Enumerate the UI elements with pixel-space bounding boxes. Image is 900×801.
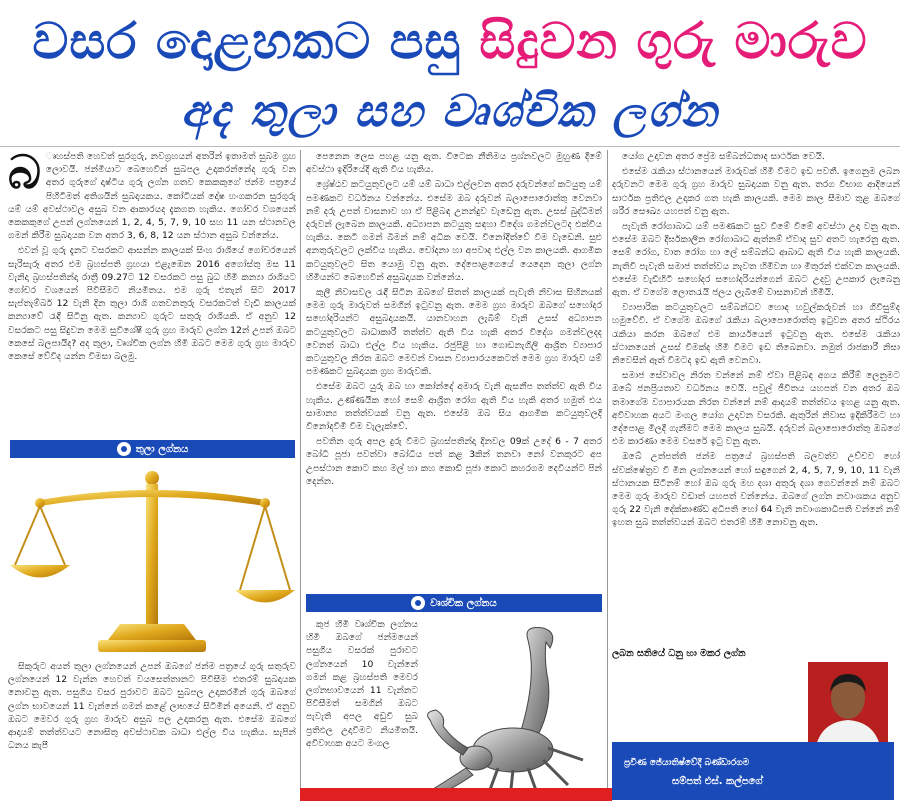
libra-section-header bbox=[10, 440, 295, 458]
article-column-1-bottom bbox=[8, 660, 296, 800]
section-bullet-icon bbox=[117, 442, 131, 456]
author-title: ප්‍රවීණ ජෙ‍්‍යාතිෂ්වේදී බණ්ඩාරගම bbox=[624, 758, 750, 768]
drop-cap: බ bbox=[8, 150, 41, 199]
paragraph: ඔබේ උත්පත්ති ජන්ම පත්‍රයේ බ්‍රහස්පති බලවත්ව උච්චව හෝ ස්වක්ෂේත්‍රව වී මීන ලග්නයෙන් හෝ සඳුගෙන් 2, 4, 5, 7, 9, 10, 11 වැනි ස්ථානයක සිටීනම් හෝ ඔබ ගුරු මහ දශා අතුරු දශා ගෙවන්නේ නම් ඔබට මෙම ගුරු මාරුව වඩාත් යහපත් වන්නේය. ඔබගේ ලග්න නවාංශකය අනුව ගුරු 22 වැනි දේක්කාණ්ඩ අධිපති හෝ 64 වැනි නවාංශකාධිපති වන්නේ නම් ඉහත සුබ තත්ත්වයන් ඔබට එතරම් හිමි නොවනු ඇත. bbox=[612, 451, 900, 529]
libra-scales-illustration bbox=[10, 460, 295, 655]
article-column-2-bottom bbox=[306, 618, 418, 800]
paragraph: පැවැති රෝගාබාධ යම් පමණකට සුව වීමේ වීමේ අවස්ථා උදා වනු ඇත. එසේම ඔබට දීර්ඝකාලීන රෝගාබාධ ඇත්නම් ඒවාද සුව අතට හැරෙනු ඇත. සෙම් රෝග, වාත රෝග හා ලේ සම්බන්ධ ආබාධ ඇති විය හැකි කාලයකි. නැතිවී පැවැති සමාජ තත්ත්වය නැවත හිමිවන හා මිතුරන් එක්වන කාලයකි. එසේම වැඩිහිටි සහෝදර සහෝදරියන්ගෙන් ඔබට උදවු උපකාර ලැබෙනු ඇත. ඒ වගේම ලොතරැයි ජලය ලැබීමේ වාසනාවන් හිමියි. bbox=[612, 221, 900, 299]
paragraph: කුජ හිමි වෘශ්චික ලග්නය හිමි ඔබගේ ජන්මයෙන් පසුගිය වසරක් පුරාවට ලග්නයෙන් 10 වැන්නේ ගමන් කළ බ්‍රහස්පති මෙවර ලග්නභාවයෙන් 11 වැන්නට පිවිසීමත් සමගින් ඔබට පැවැති අපල අඩුවී සුබ ප්‍රතිඵල උදාවීමට නියමිතයි. අවිවාහක අයට මංගල bbox=[306, 619, 418, 749]
column-divider-1 bbox=[300, 150, 301, 800]
footer-red-strip bbox=[300, 788, 612, 801]
paragraph: එසේම ඔබට යුරු ඔබ හා කෝන්දේ අමාරු වැනි ඇසනීප තත්ත්ව ඇති විය හැකිය. උණ්ණයික හෝ සෙම් ආශ්‍රිත රෝග ඇති විය හැකි අතර හමුත් එය සාමාන්‍ය තත්ත්වයක් වනු ඇත. එසේම ඔබ සිය ආගමික කටයුතුවලදී විනෝදවීමි වීම වැලැක්වේ. bbox=[306, 381, 602, 433]
scorpio-section-header bbox=[306, 594, 602, 612]
section-bullet-icon bbox=[411, 596, 425, 610]
header-divider bbox=[0, 146, 900, 147]
paragraph: සිකුරුට අයත් තුලා ලග්නයෙන් උපන් ඔබගේ ජන්ම පත්‍රයේ ගුරු සතුරුව ලග්නයෙන් 12 වැන්න හෙවත් වයසෙත්තානට පිවිසීම එතරම් සුබදායක නොවනු ඇත. පසුගිය වසර පුරාවට ඔබට සුබපල උදාකරමින් ගුරු ඔබගේ ලග්න භාවයෙන් 11 වැන්නේ ගමන් කළේ ලාභයේ සිටිමින් අයෙනි. ඒ අනුව ඔබට මෙවර ගුරු ග්‍රහ මාරුව අසුබ පල උදාකරනු ඇත. එසේම ඔබගේ ආදායම් තත්ත්වයට නොසිතු අවස්ථාවක බාධා එල්ල විය හැකිය. සැපින් ධනය කැපී bbox=[8, 661, 296, 752]
paragraph: ව්‍යාපාරික කටයුතුවලට සම්බන්ධව හොඳ හවුල්කරුවන් හා ගිවිසුම්ද හමුවේවී. ඒ වගේම ඔබගේ රැකියා බලාපොරොත්තු ඉටුවන අතර ස්ථිරය රැකියා කරන ඔබගේ එම කාර්යයෙන් ඉටුවනු ඇත. එසේම රැකියා ස්ථානයෙන් උසස් වීමක්ද හිමි වීමට ඉඩ තිබෙනවා. නමුත් රාජකාරී නිසා නිවෙසින් ඈත් වීමටද ඉඩ ඇති වෙනවා. bbox=[612, 302, 900, 367]
paragraph: පවතින ගුරු අපල දුරු වීමට බ්‍රහස්පතින්දා දිනවල 09ක් උදේ 6 - 7 අතර බෝධි පූජා පවත්වා බෝධීය පත් කළ 3කින් තනවා නෝ වනකුරට අප උපස්ථාන කොට කහ මල් හා කහ කොඩි පූජා කොට කහරගම දෙවියන්ට පින් දෙන්න. bbox=[306, 436, 602, 487]
article-column-1 bbox=[8, 150, 296, 436]
author-credit-box bbox=[612, 742, 894, 800]
subheadline-text: අද තුලා සහ වෘශ්චික ලග්න bbox=[181, 85, 719, 137]
headline-part-1: වසර දොළහකට පසු bbox=[32, 12, 462, 70]
author-photo bbox=[808, 662, 888, 746]
scorpio-section-title: වෘශ්චික ලග්නය bbox=[430, 597, 497, 609]
paragraph: බ ෘහස්පති හෙවත් සුරගුරු, නවග්‍රහයන් අතරින් ඉතාමත් සුබම ග්‍රහ ලොවයි. ජන්මියාට බෙහෙවින් සුබපල උදාකරන්නේද ගුරු වන අතර ගුරුගේ දෘෂ්ටිය ගුරු ලග්න ගතව කෙකකුගේ ජන්ම පත්‍රයේ පිහිටීමත් අතිශයින් සුබදායකය. කෝටියක් දෝෂ හංගකරන සුරගුරු යම් යම් අවස්ථාවල අසුබ වන ආකාරයද දැකගත හැකිය. ගෝචර වශයෙන් කෙකකුගේ උපන් ලග්නයෙන් 1, 2, 4, 5, 7, 9, 10 සහ 11 යන ස්ථානවල ගමන් කිරීම සුබදායක වන අතර 3, 6, 8, 12 යන ස්ථාන අසුබ වන්නේය. bbox=[8, 150, 296, 242]
paragraph: එසේම රැකියා ස්ථානයෙන් මාරුවක් හිමි වීමට ඉඩ පවතී. ඉගෙනුම ලබන දරුවනට මෙම ගුරු ග්‍රහ මාරුව සුබදායක වනු ඇත. තරග විභාග ආදියෙන් සාර්ථක ප්‍රතිඵල උදාකර ගත හැකි කාලයකි. මෙම කාල සීමාව තුළ ඔබගේ ශරීර සෞඛ්‍ය යහපත් වනු ඇත. bbox=[612, 166, 900, 217]
paragraph: පෙනෙන ලෙස පහළ යනු ඇත. විටෙක නීතිමය ප්‍රශ්නවලට මුහුණ දීමේ අවස්ථා ඉදිරියේදී ඇති විය හැකිය. bbox=[306, 151, 602, 176]
headline-part-2: සිදුවන ගුරු මාරුව bbox=[479, 12, 868, 70]
subheadline bbox=[0, 82, 900, 140]
article-column-2 bbox=[306, 150, 602, 586]
paragraph: සමාජ සේවාවල නිරත වන්නේ නම් ඒවා පිළිබඳ අගය කිරීම් ලෙනුමට ඔබේ ජනප්‍රියතාව වර්ධනය වෙයි. පවුල් ජීවිතය යහපත් වන අතර ඔබ තමාගේම ව්‍යාපාරයක නිරත වන්නේ නම් ආදායම් තත්ත්වය ඉහළ යනු ඇත. අවිවාහක අයට මංගල යෝග උදාවන වසරකි. ඇතුරින් නිවාස ඉදිකිරීමට හා දේපොළ මිලදී ගැනීමට මෙම කාලය සුබයි. දරුවන් බලාපොරොත්තු ඔබගේ එම කාරණා මෙම වසරේ ඉටු වනු ඇත. bbox=[612, 370, 900, 448]
paragraph: යෝග උදාවන අතර ප්‍රේම සම්බන්ධතාද සාර්ථක වෙයි. bbox=[622, 151, 825, 162]
author-name: සම්පත් එස්. කල්පගේ bbox=[672, 776, 763, 787]
next-week-byline: ලබන සතියේ ධනු හා මකර ලග්න bbox=[612, 648, 746, 659]
scorpion-illustration bbox=[418, 620, 608, 800]
libra-section-title: තුලා ලග්නය bbox=[135, 443, 189, 455]
paragraph: ශ්‍රේෂ්ඨව කටයුතුවලට යම් යම් බාධා එල්ලවන අතර දරුවන්ගේ කටයුතු යම් පමණකට වර්ධනය වන්නේය. එසේම ඔබ දරුවන් බලාපොරොත්තු වෙනවා නම් දරු උපත් වාසනාව හා ඒ පිළිබඳ උනන්දුව වැඩෙනු ඇත. උසස් බුද්ධිමත් දරුවන් ලැබෙන කාලයකි. අධ්‍යාපන කටයුතු සඳහා විදේශ ගමන්වලටද එක්විය හැකිය. කෙටි ගමන් බිමන් නම් අධික වෙයි. විනෝදීත්වේ වීම වැඩෙනි. සුළු අනතුරුවලට ලක්විය හැකිය. චෝදනා හා අපවාද එල්ල වන කාලයකි. ආගමික කටයුතුවලට සිත යොමු වනු ඇත. දේපොළගෙයේ යෙදෙන තුලා ලග්න හිමියන්ට බෙහෙවින් අසුබදායක වන්නේය. bbox=[306, 179, 602, 283]
article-column-3 bbox=[612, 150, 900, 655]
paragraph: එවන් වූ ගුරු දැනට වසරකට ආසන්න කාලයක් සිංහ රාශියේ ගෝචරයෙන් සැරිසැරූ අතර එම බ්‍රහස්පති ග්‍රහයා එළැඹෙන 2016 අගෝස්තු මස 11 වැනිදා බ්‍රහස්පතින්දා රාත්‍රී 09.27ට 12 වසරකට පසු බුධ හිමි කන්‍යා රාශියට ගෝචර වශයෙන් පිවිසීමට නියමිතය. එම ගුරු එතැන් සිට 2017 සැප්තැම්බර් 12 වැනි දින තුලා රාශි ගතවනතුරු වසරකටත් වැඩි කාලයක් කන්‍යාවේ රැඳී සිටිනු ඇත. කන්‍යාව ගුරුට සතුරු රාශියකි. ඒ අනුව 12 වසරකට පසු සිදුවන මෙම සුවිශේෂී ගුරු ග්‍රහ මාරුව ලග්න 12න් උපන් ඔබට කෙසේ බලපායිද? අද තුලා, වෘශ්චික ලග්න හිමි ඔබට මෙම ගුරු ග්‍රහ මාරුව කෙසේ වේවිද යන්න විමසා බලමු. bbox=[8, 245, 296, 363]
paragraph: කුලී නිවාසවල රැඳී සිටින ඔබගේ සිතත් කාලයක් පැවැති නිවාස සිහිනයක් මෙම ගුරු මාරුවත් සමගින් ඉටුවනු ඇත. මෙම ග්‍රහ මාරුව ඔබගේ සහෝදර සහෝදරියන්ට අසුබදායකයි. යානවාහන ලැබීම් වැනි උසස් අධ්‍යාපන කටයුතුවලට බාධාකාරී තත්ත්ව ඇති විය හැකි අතර විදේශ ගමන්වලදද වෙනත් බාධා එල්ල විය හැකිය. රජුපිළි හා ගොඩනැගිලි ආශ්‍රිත ව්‍යාපාර කටයුතුවල නිරත ඔබට මෙවන් වාසන ව්‍යාපාරයකෙටත් මෙම ග්‍රහ මාරුව යම් පමණකට සුබදායක ග්‍රහ මාරුවකි. bbox=[306, 287, 602, 378]
headline bbox=[0, 4, 900, 78]
